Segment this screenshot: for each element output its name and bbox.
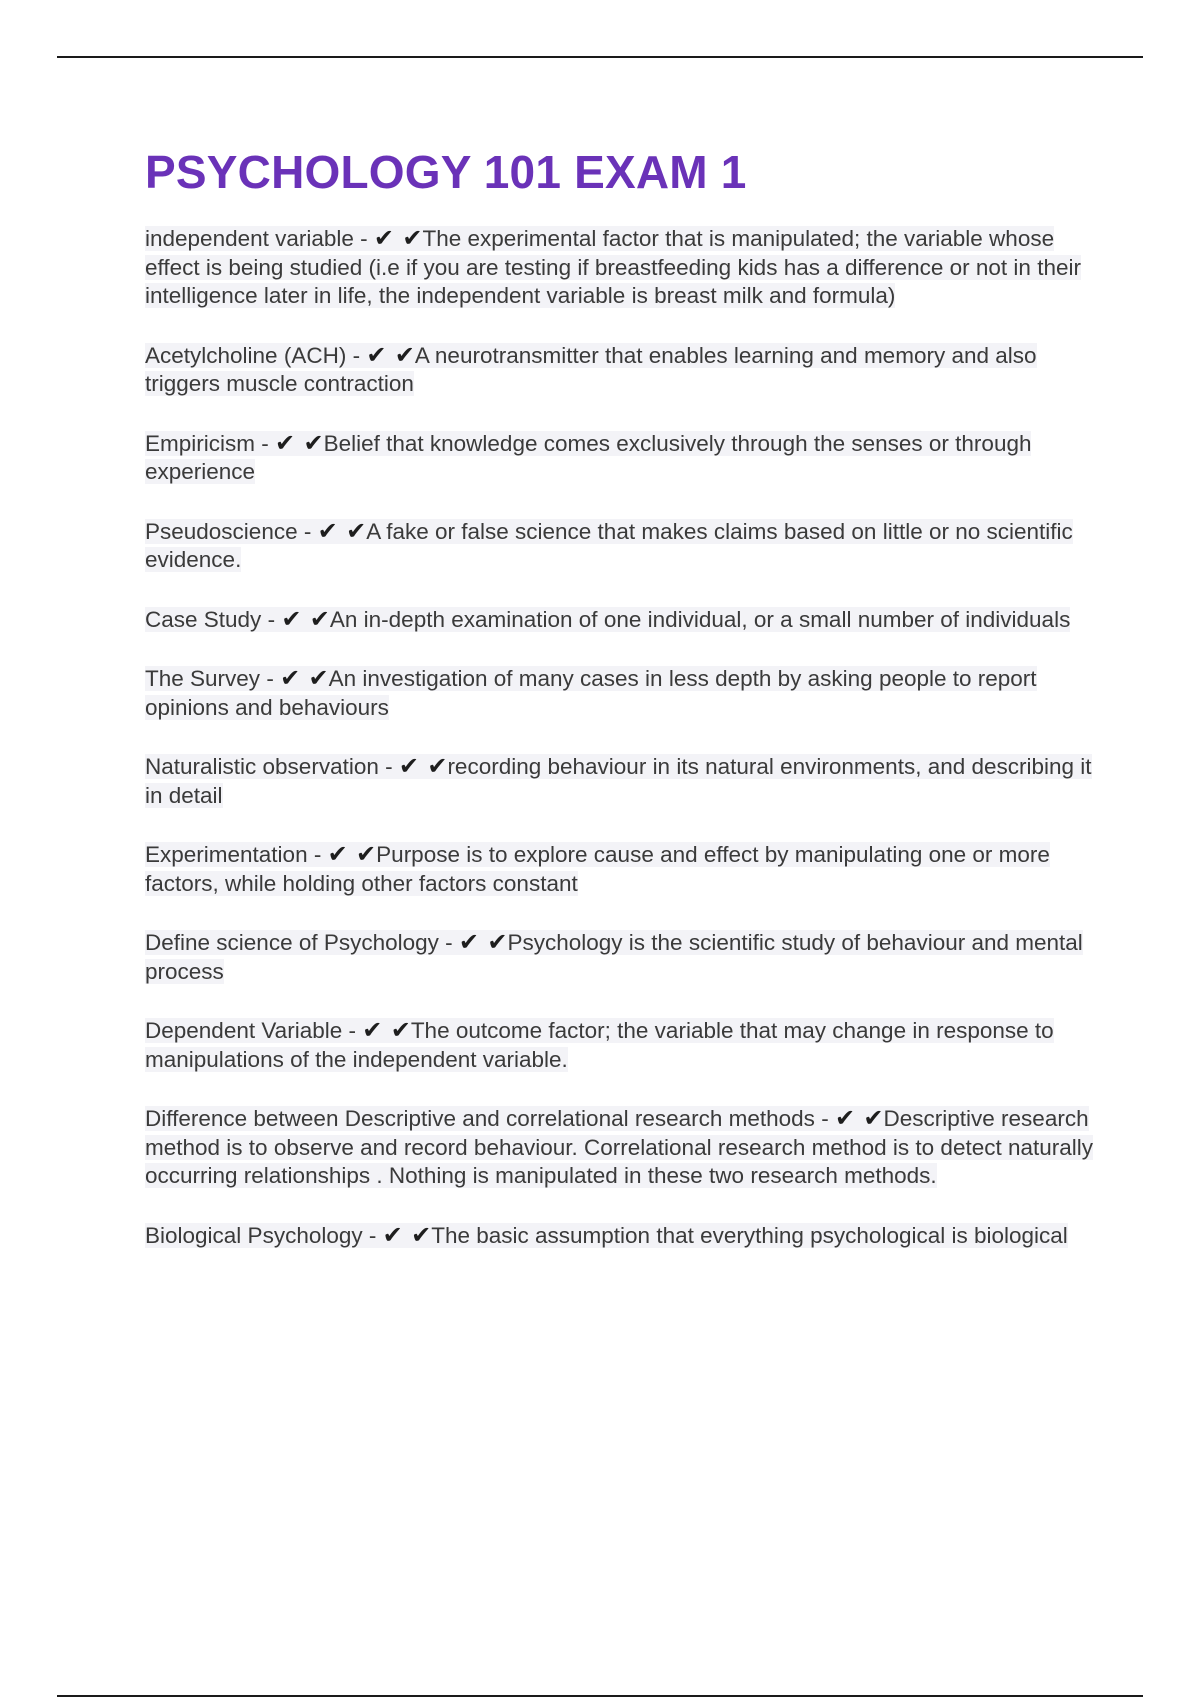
double-check-icon: ✔ ✔ bbox=[382, 1220, 432, 1249]
separator: - bbox=[260, 666, 281, 691]
term: Experimentation bbox=[145, 842, 308, 867]
term: Naturalistic observation bbox=[145, 754, 379, 779]
list-item bbox=[145, 341, 1095, 399]
definition: An in-depth examination of one individual, or a small number of individuals bbox=[329, 606, 1071, 632]
separator: - bbox=[353, 226, 374, 251]
list-item bbox=[145, 429, 1095, 487]
double-check-icon: ✔ ✔ bbox=[327, 840, 377, 868]
term: Acetylcholine (ACH) bbox=[145, 342, 347, 368]
term: Dependent Variable bbox=[145, 1018, 343, 1043]
document-body bbox=[145, 145, 1095, 1280]
list-item bbox=[145, 605, 1095, 635]
separator: - bbox=[342, 1018, 363, 1043]
definition: An investigation of many cases in less depth by asking people to report opinions and behaviours bbox=[145, 666, 1037, 720]
separator: - bbox=[346, 342, 367, 368]
separator: - bbox=[438, 930, 459, 955]
double-check-icon: ✔ ✔ bbox=[373, 224, 423, 252]
list-item bbox=[145, 1016, 1095, 1074]
list-item bbox=[145, 752, 1095, 810]
double-check-icon: ✔ ✔ bbox=[362, 1016, 411, 1044]
list-item bbox=[145, 1104, 1095, 1191]
separator: - bbox=[378, 754, 399, 779]
double-check-icon: ✔ ✔ bbox=[458, 928, 508, 956]
list-item bbox=[145, 224, 1095, 311]
entry-list bbox=[145, 224, 1095, 1250]
separator: - bbox=[362, 1222, 383, 1248]
definition: Descriptive research method is to observe and record behaviour. Correlational research method is to detect naturally occurring relationships . Nothing is manipulated in these two research methods. bbox=[145, 1106, 1094, 1188]
separator: - bbox=[307, 842, 328, 867]
definition: Belief that knowledge comes exclusively through the senses or through experience bbox=[145, 430, 1032, 484]
definition: Purpose is to explore cause and effect by manipulating one or more factors, while holding other factors constant bbox=[145, 842, 1050, 896]
term: The Survey bbox=[145, 666, 261, 691]
definition: A neurotransmitter that enables learning and memory and also triggers muscle contraction bbox=[145, 342, 1037, 396]
double-check-icon: ✔ ✔ bbox=[834, 1104, 884, 1132]
double-check-icon: ✔ ✔ bbox=[398, 752, 448, 780]
list-item bbox=[145, 664, 1095, 722]
definition: Psychology is the scientific study of behaviour and mental process bbox=[145, 930, 1083, 984]
double-check-icon: ✔ ✔ bbox=[366, 340, 415, 369]
separator: - bbox=[297, 518, 318, 544]
definition: The basic assumption that everything psychological is biological bbox=[431, 1222, 1068, 1248]
definition: recording behaviour in its natural environments, and describing it in detail bbox=[145, 754, 1092, 808]
double-check-icon: ✔ ✔ bbox=[317, 516, 367, 545]
list-item bbox=[145, 1221, 1095, 1251]
separator: - bbox=[814, 1106, 835, 1131]
top-rule bbox=[57, 56, 1143, 58]
double-check-icon: ✔ ✔ bbox=[280, 664, 329, 692]
separator: - bbox=[255, 430, 275, 456]
list-item bbox=[145, 517, 1095, 575]
page-title: PSYCHOLOGY 101 EXAM 1 bbox=[145, 146, 747, 198]
term: Case Study bbox=[145, 606, 262, 632]
term: Difference between Descriptive and correlational research methods bbox=[145, 1106, 815, 1131]
double-check-icon: ✔ ✔ bbox=[281, 604, 330, 633]
list-item bbox=[145, 928, 1095, 986]
definition: A fake or false science that makes claims based on little or no scientific evidence. bbox=[145, 518, 1073, 572]
term: Empiricism bbox=[145, 430, 255, 456]
separator: - bbox=[261, 606, 282, 632]
term: independent variable bbox=[145, 226, 354, 251]
list-item bbox=[145, 840, 1095, 898]
double-check-icon: ✔ ✔ bbox=[275, 428, 324, 457]
term: Pseudoscience bbox=[145, 518, 298, 544]
bottom-rule bbox=[57, 1695, 1143, 1697]
term: Biological Psychology bbox=[145, 1222, 363, 1248]
definition: The outcome factor; the variable that may change in response to manipulations of the independent variable. bbox=[145, 1018, 1054, 1072]
definition: The experimental factor that is manipulated; the variable whose effect is being studied (i.e if you are testing if breastfeeding kids has a difference or not in their intelligence later in life, the independent variable is breast milk and formula) bbox=[145, 226, 1081, 308]
term: Define science of Psychology bbox=[145, 930, 439, 955]
